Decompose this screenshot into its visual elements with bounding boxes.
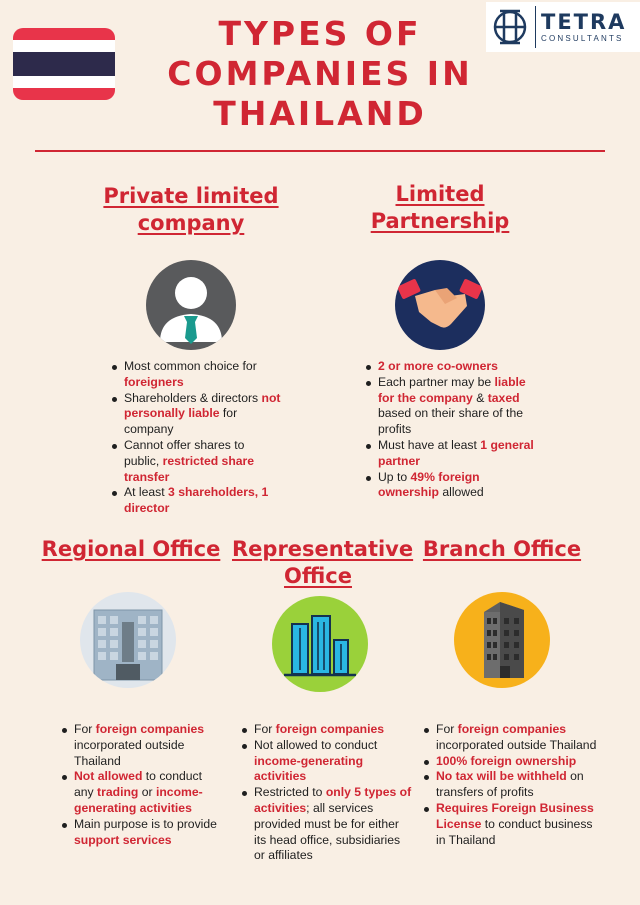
bullet-item: [364, 359, 536, 375]
heading-line: Private limited: [103, 184, 279, 208]
highlight-text: income-generating activities: [74, 785, 203, 815]
regional-office-bullets: [60, 722, 222, 848]
bullet-text: Each partner may be: [378, 374, 495, 389]
highlight-text: support services: [74, 832, 172, 847]
tower-building-icon: [454, 592, 550, 688]
heading-line: Branch Office: [422, 537, 582, 561]
bullet-text: Up to: [378, 469, 411, 484]
tetra-logo: [486, 2, 640, 52]
bullet-text: For: [436, 722, 458, 736]
heading-line: Office: [284, 564, 352, 588]
bullet-item: [422, 722, 598, 754]
highlight-text: 1 general partner: [378, 437, 534, 468]
bullet-text: or: [138, 785, 156, 800]
bullet-item: [364, 375, 536, 438]
heading-line: Regional Office: [41, 537, 221, 561]
bullet-text: to conduct business in Thailand: [436, 816, 593, 847]
highlight-text: Requires Foreign Business License: [436, 800, 594, 831]
highlight-text: foreigners: [124, 374, 184, 389]
regional-office-heading: [40, 536, 222, 563]
bullet-item: [240, 722, 412, 738]
highlight-text: not personally liable: [124, 390, 281, 421]
title-line: TYPES OF: [218, 14, 422, 53]
bullet-item: [110, 359, 282, 391]
bullet-text: for company: [124, 406, 238, 437]
heading-line: company: [137, 211, 245, 235]
branch-office-bullets: [422, 722, 598, 848]
bullet-text: to conduct any: [74, 769, 203, 800]
branch-office-heading: [412, 536, 592, 563]
highlight-text: 100% foreign ownership: [436, 753, 577, 768]
highlight-text: foreign companies: [457, 722, 567, 736]
title-line: COMPANIES IN: [167, 54, 473, 93]
bullet-item: [422, 801, 598, 848]
bullet-item: [240, 738, 412, 785]
highlight-text: No tax will be withheld: [436, 769, 567, 784]
private-limited-heading: [95, 183, 287, 237]
highlight-text: 2 or more co-owners: [378, 359, 498, 373]
bullet-item: [110, 485, 282, 517]
bullet-text: on transfers of profits: [436, 769, 584, 800]
heading-line: Partnership: [370, 209, 510, 233]
bullet-text: Cannot offer shares to public,: [124, 437, 245, 468]
skyscrapers-icon: [272, 596, 368, 692]
bullet-item: [60, 722, 222, 769]
bullet-text: allowed: [438, 485, 484, 500]
representative-office-heading: [232, 536, 414, 590]
private-limited-bullets: [110, 359, 282, 517]
bullet-text: based on their share of the profits: [378, 406, 523, 437]
logo-name: TETRA: [541, 10, 627, 34]
bullet-text: For: [254, 722, 276, 736]
bullet-item: [364, 438, 536, 470]
header-divider: [35, 150, 605, 152]
bullet-text: incorporated outside Thailand: [436, 737, 597, 752]
title-line: THAILAND: [213, 94, 427, 133]
highlight-text: taxed: [487, 390, 520, 405]
bullet-item: [364, 470, 536, 502]
bullet-text: Not allowed to conduct: [254, 737, 378, 752]
bullet-text: Most common choice for: [124, 359, 257, 373]
bullet-text: Main purpose is to provide: [74, 816, 217, 831]
bullet-item: [240, 785, 412, 864]
highlight-text: trading: [97, 785, 139, 800]
office-building-icon: [80, 592, 176, 688]
bullet-text: incorporated outside Thailand: [74, 737, 185, 768]
bullet-item: [422, 754, 598, 770]
bullet-text: Must have at least: [378, 437, 481, 452]
bullet-text: &: [472, 390, 488, 405]
bullet-text: Restricted to: [254, 785, 326, 800]
bullet-item: [60, 817, 222, 849]
logo-tagline: CONSULTANTS: [541, 34, 624, 43]
page-title: [140, 14, 500, 134]
highlight-text: only 5 types of activities: [254, 785, 412, 815]
limited-partnership-heading: [350, 181, 530, 235]
highlight-text: liable for the company: [378, 374, 526, 405]
limited-partnership-bullets: [364, 359, 536, 501]
heading-line: Limited: [395, 182, 485, 206]
bullet-text: ; all services provided must be for either its head office, subsidiaries or affiliates: [254, 800, 401, 863]
businessman-icon: [146, 260, 236, 350]
highlight-text: 3 shareholders, 1 director: [124, 485, 269, 516]
bullet-text: Shareholders & directors: [124, 390, 262, 405]
highlight-text: income-generating activities: [254, 753, 364, 784]
representative-office-bullets: [240, 722, 412, 864]
highlight-text: 49% foreign ownership: [378, 469, 480, 500]
handshake-icon: [395, 260, 485, 350]
highlight-text: restricted share transfer: [124, 453, 255, 484]
bullet-item: [110, 438, 282, 485]
tetra-emblem-icon: [489, 6, 531, 48]
thailand-flag-icon: [13, 28, 115, 100]
bullet-item: [60, 769, 222, 816]
bullet-text: For: [74, 722, 96, 736]
bullet-text: At least: [124, 485, 169, 500]
highlight-text: foreign companies: [95, 722, 205, 736]
bullet-item: [110, 391, 282, 438]
bullet-item: [422, 769, 598, 801]
heading-line: Representative: [232, 537, 414, 561]
highlight-text: foreign companies: [275, 722, 385, 736]
highlight-text: Not allowed: [74, 769, 143, 784]
